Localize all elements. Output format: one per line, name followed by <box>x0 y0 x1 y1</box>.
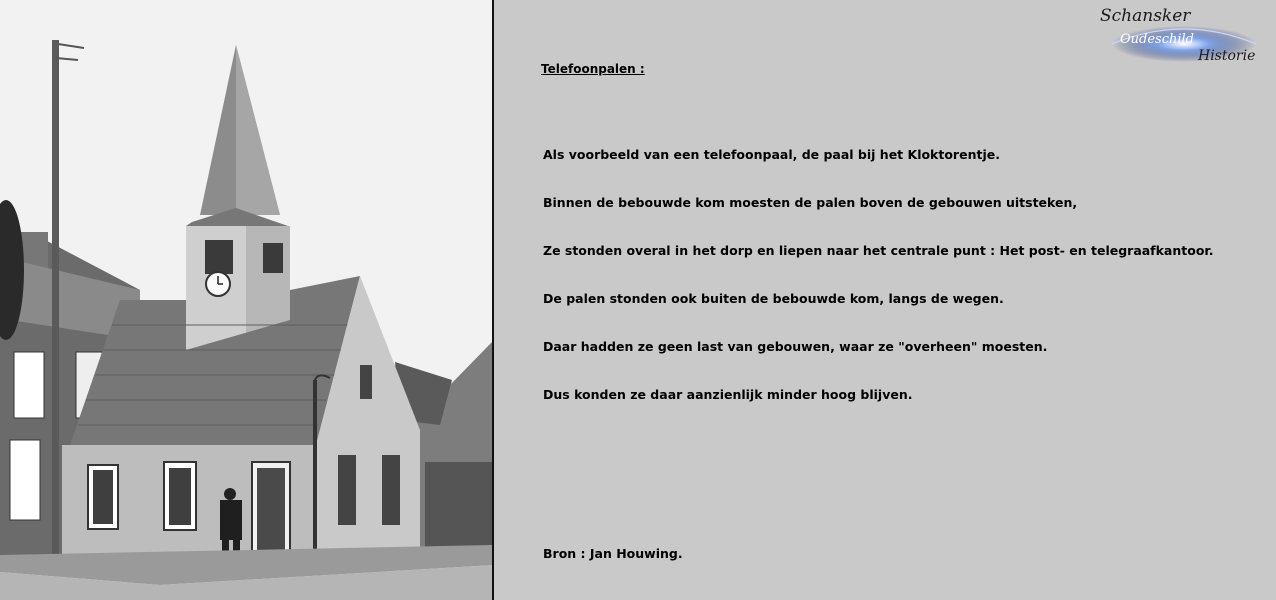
text-line-5: Daar hadden ze geen last van gebouwen, waar ze "overheen" moesten. <box>543 339 1048 354</box>
text-panel <box>496 0 1276 600</box>
page-heading: Telefoonpalen : <box>541 62 645 76</box>
text-line-2: Binnen de bebouwde kom moesten de palen boven de gebouwen uitsteken, <box>543 195 1078 210</box>
church-building-photo-icon <box>0 0 494 600</box>
text-line-1: Als voorbeeld van een telefoonpaal, de paal bij het Kloktorentje. <box>543 147 1000 162</box>
logo-line-1: Schansker <box>1100 6 1191 26</box>
text-line-6: Dus konden ze daar aanzienlijk minder hoog blijven. <box>543 387 913 402</box>
site-logo[interactable] <box>1098 4 1270 70</box>
text-line-3: Ze stonden overal in het dorp en liepen naar het centrale punt : Het post- en telegraafkantoor. <box>543 243 1214 258</box>
source-credit: Bron : Jan Houwing. <box>543 546 683 561</box>
historic-photo <box>0 0 494 600</box>
text-line-4: De palen stonden ook buiten de bebouwde kom, langs de wegen. <box>543 291 1004 306</box>
logo-line-3: Historie <box>1198 48 1256 64</box>
logo-line-2: Oudeschild <box>1120 32 1195 47</box>
